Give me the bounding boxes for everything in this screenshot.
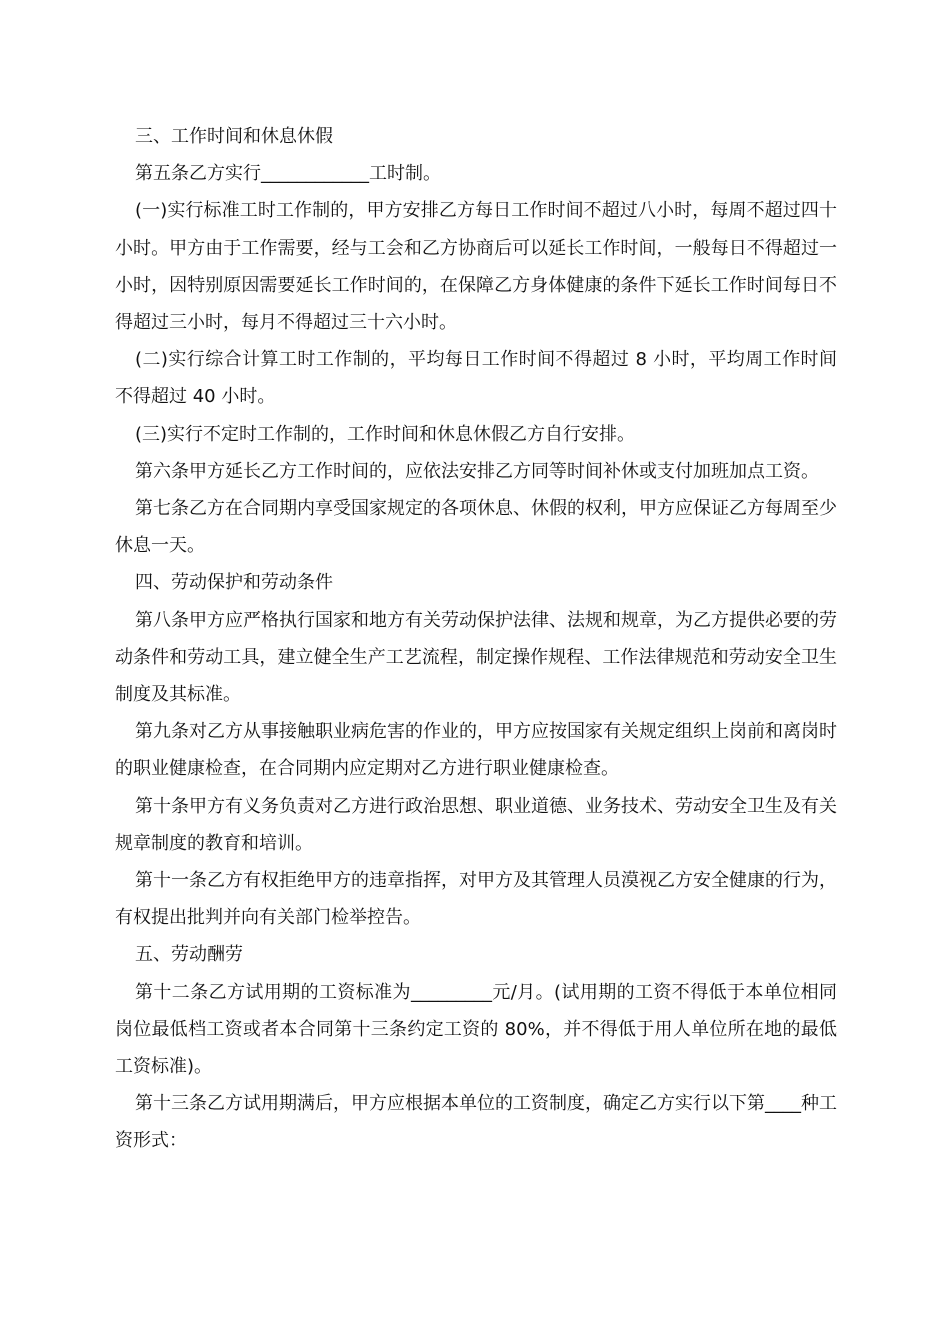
section-heading-remuneration: 五、劳动酬劳 bbox=[135, 944, 243, 966]
article-8: 第八条甲方应严格执行国家和地方有关劳动保护法律、法规和规章，为乙方提供必要的劳动条件和劳动工具，建立健全生产工艺流程，制定操作规程、工作法律规范和劳动安全卫生制度及其标准。 bbox=[115, 609, 837, 706]
article-9: 第九条对乙方从事接触职业病危害的作业的，甲方应按国家有关规定组织上岗前和离岗时的职业健康检查，在合同期内应定期对乙方进行职业健康检查。 bbox=[115, 721, 837, 780]
section-heading-labor-protection: 四、劳动保护和劳动条件 bbox=[135, 572, 333, 594]
article-11: 第十一条乙方有权拒绝甲方的违章指挥，对甲方及其管理人员漠视乙方安全健康的行为，有权提出批判并向有关部门检举控告。 bbox=[115, 870, 837, 929]
article-10: 第十条甲方有义务负责对乙方进行政治思想、职业道德、业务技术、劳动安全卫生及有关规章制度的教育和培训。 bbox=[115, 795, 837, 854]
article-6: 第六条甲方延长乙方工作时间的，应依法安排乙方同等时间补休或支付加班加点工资。 bbox=[135, 460, 819, 482]
article-7: 第七条乙方在合同期内享受国家规定的各项休息、休假的权利，甲方应保证乙方每周至少休息一天。 bbox=[115, 498, 837, 557]
article-13: 第十三条乙方试用期满后，甲方应根据本单位的工资制度，确定乙方实行以下第____种工资形式： bbox=[115, 1093, 837, 1152]
article-12: 第十二条乙方试用期的工资标准为_________元/月。(试用期的工资不得低于本单位相同岗位最低档工资或者本合同第十三条约定工资的 80%，并不得低于用人单位所在地的最低工资标准)。 bbox=[115, 981, 837, 1078]
article-5: 第五条乙方实行____________工时制。 bbox=[135, 163, 441, 185]
clause-flexible-hours: (三)实行不定时工作制的，工作时间和休息休假乙方自行安排。 bbox=[135, 423, 636, 445]
section-heading-work-hours: 三、工作时间和休息休假 bbox=[135, 126, 333, 147]
clause-standard-hours: (一)实行标准工时工作制的，甲方安排乙方每日工作时间不超过八小时，每周不超过四十小时。甲方由于工作需要，经与工会和乙方协商后可以延长工作时间，一般每日不得超过一小时，因特别原因需要延长工作时间的，在保障乙方身体健康的条件下延长工作时间每日不得超过三小时，每月不得超过三十六小时。 bbox=[115, 200, 837, 334]
document-body bbox=[115, 118, 837, 1160]
clause-comprehensive-hours: (二)实行综合计算工时工作制的，平均每日工作时间不得超过 8 小时，平均周工作时间不得超过 40 小时。 bbox=[115, 349, 837, 408]
